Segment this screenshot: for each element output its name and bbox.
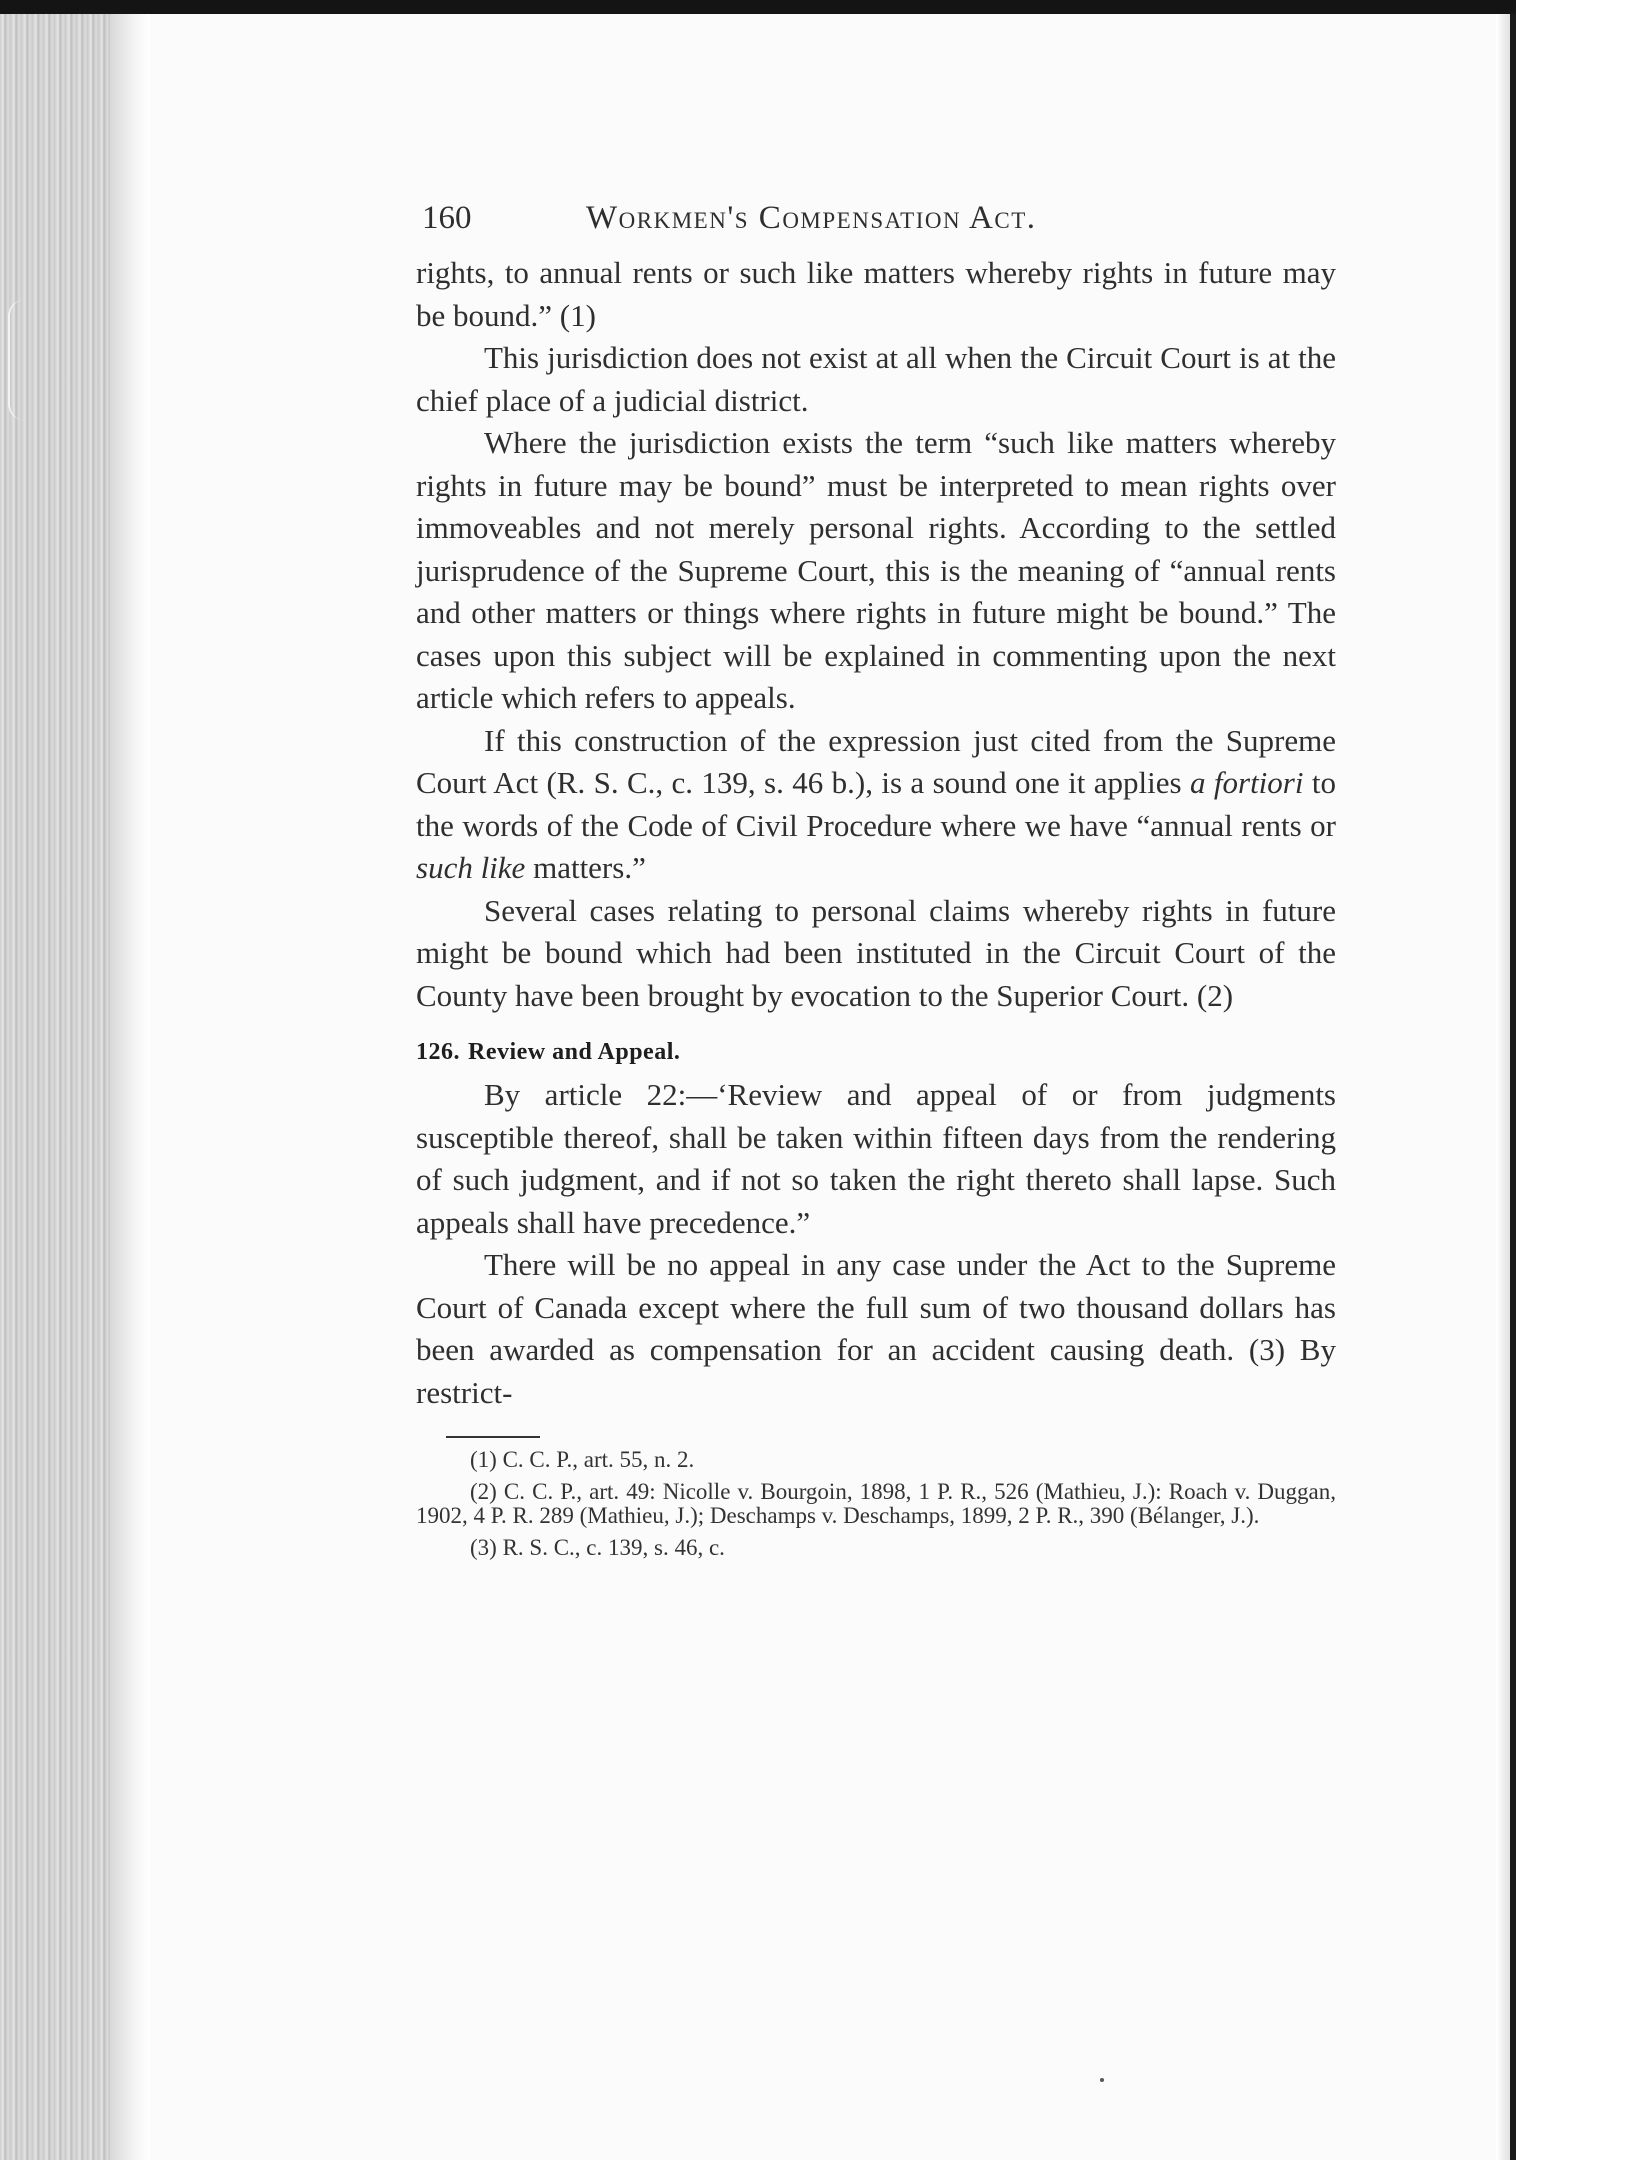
section-title: Review and Appeal. (468, 1039, 681, 1065)
section-paragraph-1: By article 22:—‘Review and appeal of or from judgments susceptible thereof, shall be taken within fifteen days from the rendering of such judgment, and if not so taken the right thereto shall lapse. Such appeals shall have precedence.” (416, 1077, 1336, 1240)
scan-speck (1100, 2078, 1104, 2082)
paragraph-4 (416, 720, 1336, 890)
scan-top-border (0, 0, 1632, 14)
italic-a-fortiori: a fortiori (1190, 765, 1304, 800)
footnote-1: (1) C. C. P., art. 55, n. 2. (470, 1447, 695, 1472)
footnote-2: (2) C. C. P., art. 49: Nicolle v. Bourgoin, 1898, 1 P. R., 526 (Mathieu, J.): Roach v. Duggan, 1902, 4 P. R. 289 (Mathieu, J.); Deschamps v. Deschamps, 1899, 2 P. R., 390 (Bélanger, J.). (416, 1479, 1336, 1528)
paragraph-3: Where the jurisdiction exists the term “such like matters whereby rights in future may be bound” must be interpreted to mean rights over immoveables and not merely personal rights. According to the settled jurisprudence of the Supreme Court, this is the meaning of “annual rents and other matters or things where rights in future might be bound.” The cases upon this subject will be explained in commenting upon the next article which refers to appeals. (416, 425, 1336, 715)
paragraph-2: This jurisdiction does not exist at all when the Circuit Court is at the chief place of a judicial district. (416, 340, 1336, 418)
running-title: Workmen's Compensation Act. (586, 200, 1037, 236)
ribbon-mark (8, 300, 40, 420)
section-paragraph-2: There will be no appeal in any case under the Act to the Supreme Court of Canada except where the full sum of two thousand dollars has been awarded as compensation for an accident causing death. (3) By restrict- (416, 1247, 1336, 1410)
section-number: 126. (416, 1039, 460, 1065)
paragraph-5: Several cases relating to personal claims whereby rights in future might be bound which had been instituted in the Circuit Court of the County have been brought by evocation to the Superior Court. (2) (416, 892, 1336, 1013)
paragraph-4-part-2: to the words of the Code of Civil Procedure where we have “annual rents or (416, 765, 1336, 843)
page-right-shadow (1496, 14, 1510, 2160)
running-head (416, 196, 1336, 252)
footnote-3: (3) R. S. C., c. 139, s. 46, c. (470, 1535, 725, 1560)
paragraph-4-part-3: matters.” (525, 850, 646, 885)
paragraph-4-part-1: If this construction of the expression just cited from the Supreme Court Act (R. S. C., c. 139, s. 46 b.), is a sound one it applies (416, 722, 1336, 800)
paragraph-1: rights, to annual rents or such like matters whereby rights in future may be bound.” (1) (416, 255, 1336, 333)
scan-right-margin (1516, 0, 1632, 2160)
section-heading (416, 1039, 1336, 1066)
italic-such-like: such like (416, 850, 526, 885)
book-edge-shading (110, 14, 150, 2160)
text-block (416, 196, 1336, 1568)
footnote-rule (446, 1436, 540, 1438)
page-number: 160 (422, 200, 472, 236)
